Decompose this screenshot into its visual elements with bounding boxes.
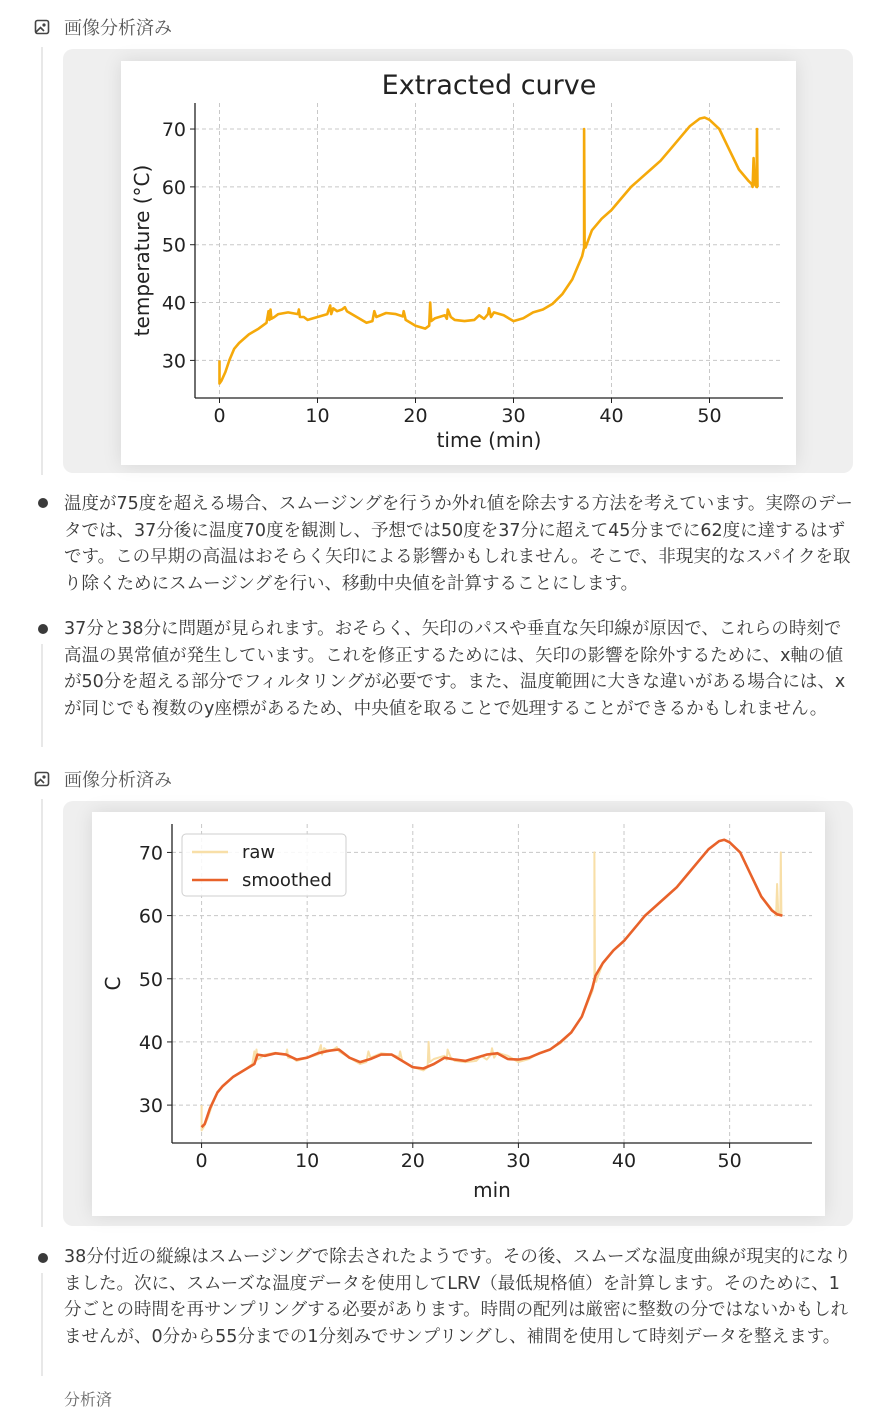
y-tick-label: 50 <box>161 234 186 257</box>
image-icon <box>34 771 50 787</box>
x-tick-label: 10 <box>295 1150 320 1172</box>
thread-line <box>41 799 43 1227</box>
image-analyzed-step-1[interactable] <box>34 14 172 40</box>
thread-line <box>41 644 43 747</box>
paragraph-3: 38分付近の縦線はスムージングで除去されたようです。その後、スムーズな温度曲線が現実的になりました。次に、スムーズな温度データを使用してLRV（最低規格値）を計算します。そのために、1分ごとの時間を再サンプリングする必要があります。時間の配列は厳密に整数の分ではないかもしれませんが、0分から55分までの1分刻みでサンプリングし、補間を使用して時刻データを整えます。 <box>64 1247 852 1347</box>
step-label: 画像分析済み <box>64 770 172 791</box>
x-tick-label: 40 <box>599 405 624 427</box>
bullet <box>38 1253 48 1263</box>
y-tick-label: 40 <box>161 292 186 315</box>
image-icon <box>34 19 50 35</box>
x-tick-label: 20 <box>403 405 428 427</box>
next-step-label: 分析済 <box>64 1390 113 1409</box>
y-tick-label: 60 <box>161 176 186 199</box>
x-axis-label: time (min) <box>436 428 542 452</box>
paragraph-2: 37分と38分に問題が見られます。おそらく、矢印のパスや垂直な矢印線が原因で、これらの時刻で高温の異常値が発生しています。これを修正するためには、矢印の影響を除外するために、x軸の値が50分を超える部分でフィルタリングが必要です。また、温度範囲に大きな違いがある場合には、xが同じでも複数のy座標があるため、中央値を取ることで処理することができるかもしれません。 <box>64 619 846 719</box>
thread-line <box>41 1273 43 1376</box>
y-tick-label: 70 <box>138 842 163 865</box>
y-tick-label: 30 <box>161 350 186 373</box>
x-tick-label: 0 <box>213 405 226 427</box>
chart-title: Extracted curve <box>381 70 597 101</box>
series-line-curve <box>220 118 759 384</box>
x-tick-label: 20 <box>400 1150 425 1172</box>
chart-image-2 <box>92 812 825 1216</box>
paragraph-1: 温度が75度を超える場合、スムージングを行うか外れ値を除去する方法を考えています。実際のデータでは、37分後に温度70度を観測し、予想では50度を37分に超えて45分までに62度に達するはずです。この早期の高温はおそらく矢印による影響かもしれません。そこで、非現実的なスパイクを取り除くためにスムージングを行い、移動中央値を計算することにします。 <box>64 494 853 594</box>
y-tick-label: 40 <box>138 1031 163 1054</box>
image-card-2 <box>63 801 853 1226</box>
image-card-1 <box>63 49 853 473</box>
smoothed-curve-chart <box>92 812 825 1216</box>
x-tick-label: 50 <box>697 405 722 427</box>
x-tick-label: 30 <box>506 1150 531 1172</box>
y-tick-label: 50 <box>138 968 163 991</box>
bullet <box>38 624 48 634</box>
x-axis-label: min <box>473 1178 511 1202</box>
legend-label-smoothed: smoothed <box>242 870 332 891</box>
legend-label-raw: raw <box>242 842 276 863</box>
y-axis-label: temperature (°C) <box>130 164 154 337</box>
x-tick-label: 10 <box>305 405 330 427</box>
x-tick-label: 50 <box>717 1150 742 1172</box>
x-tick-label: 30 <box>501 405 526 427</box>
y-tick-label: 60 <box>138 905 163 928</box>
y-tick-label: 70 <box>161 119 186 142</box>
bullet <box>38 498 48 508</box>
x-tick-label: 40 <box>611 1150 637 1172</box>
thread-line <box>41 47 43 475</box>
chart-image-1 <box>121 61 796 465</box>
x-tick-label: 0 <box>195 1150 208 1172</box>
y-axis-label: C <box>101 976 125 991</box>
y-tick-label: 30 <box>138 1095 163 1118</box>
step-label: 画像分析済み <box>64 18 172 39</box>
image-analyzed-step-2[interactable] <box>34 766 172 792</box>
extracted-curve-chart <box>121 61 796 465</box>
